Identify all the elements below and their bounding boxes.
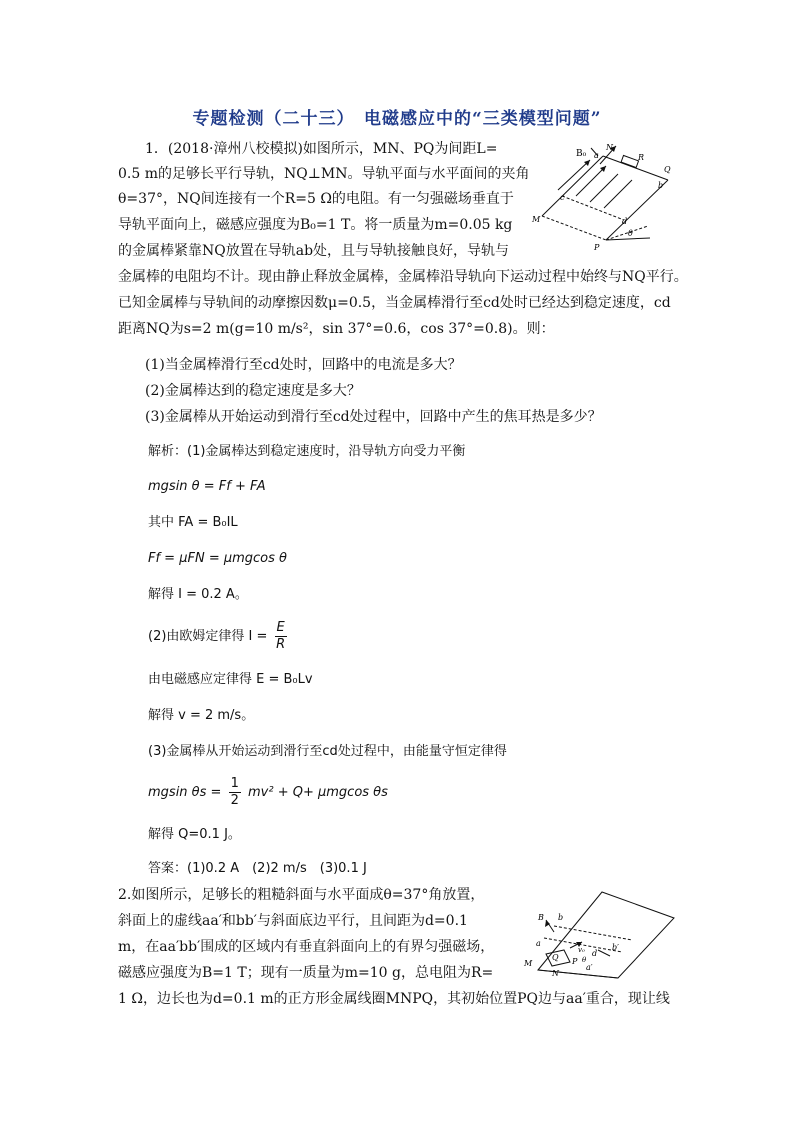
fig1-label-theta: θ <box>628 229 633 238</box>
solution-line-2: mgsin θ = Ff + FA <box>148 479 266 494</box>
problem1-line-6: 金属棒的电阻均不计。现由静止释放金属棒，金属棒沿导轨向下运动过程中始终与NQ平行。 <box>118 269 688 285</box>
fig2-label-v0: v₀ <box>578 946 585 954</box>
problem1-line-5: 的金属棒紧靠NQ放置在导轨ab处，且与导轨接触良好，导轨与 <box>118 243 510 259</box>
fig1-label-p: P <box>594 243 600 252</box>
problem1-line-7: 已知金属棒与导轨间的动摩擦因数μ=0.5，当金属棒滑行至cd处时已经达到稳定速度，cd <box>118 295 671 311</box>
fig2-label-theta: θ <box>582 956 587 964</box>
problem2-line-2: 斜面上的虚线aa′和bb′与斜面底边平行，且间距为d=0.1 <box>118 913 468 929</box>
problem2-line-4: 磁感应强度为B=1 T；现有一质量为m=10 g，总电阻为R= <box>118 965 494 981</box>
solution-line-3: 其中 FA = B₀IL <box>148 515 238 530</box>
ohm-law-text: (2)由欧姆定律得 I = <box>148 629 268 644</box>
fig1-label-m: M <box>532 215 541 224</box>
fig2-label-b-field: B <box>538 913 544 922</box>
page-title: 专题检测（二十三） 电磁感应中的“三类模型问题” <box>192 109 602 129</box>
fig1-label-r: R <box>638 153 645 162</box>
figure-inclined-rails <box>528 138 678 256</box>
solution-line-6 <box>148 620 290 653</box>
problem1-line-1: 1．(2018·漳州八校模拟)如图所示，MN、PQ为间距L= <box>145 141 498 157</box>
solution-line-8: 解得 v = 2 m/s。 <box>148 708 255 723</box>
problem2-line-1: 2.如图所示，足够长的粗糙斜面与水平面成θ=37°角放置， <box>118 887 485 903</box>
fraction-numerator: E <box>276 620 285 635</box>
energy-eq-left: mgsin θs = <box>148 785 222 800</box>
solution-line-9: (3)金属棒从开始运动到滑行至cd处过程中，由能量守恒定律得 <box>148 744 507 759</box>
problem2-line-3: m，在aa′bb′围成的区域内有垂直斜面向上的有界匀强磁场， <box>118 939 495 955</box>
question-2: (2)金属棒达到的稳定速度是多大？ <box>145 383 361 399</box>
half-denominator: 2 <box>230 793 239 808</box>
fig2-label-p: P <box>572 957 578 966</box>
fig1-label-a: a <box>594 151 599 160</box>
fraction-e-over-r <box>275 620 287 653</box>
problem1-line-8: 距离NQ为s=2 m(g=10 m/s²，sin 37°=0.6，cos 37°=0.8)。则： <box>118 321 555 337</box>
problem1-line-3: θ=37°，NQ间连接有一个R=5 Ω的电阻。有一匀强磁场垂直于 <box>118 191 514 207</box>
solution-line-7: 由电磁感应定律得 E = B₀Lv <box>148 672 313 687</box>
fraction-denominator: R <box>276 637 286 652</box>
fig2-label-m: M <box>524 959 533 968</box>
answer-line: 答案：(1)0.2 A (2)2 m/s (3)0.1 J <box>148 861 367 876</box>
question-1: (1)当金属棒滑行至cd处时，回路中的电流是多大？ <box>145 357 462 373</box>
fig1-label-q: Q <box>664 165 671 174</box>
fig2-label-b: b <box>558 913 564 922</box>
fig1-label-b: b <box>658 181 664 190</box>
fig2-label-d: d <box>592 949 598 958</box>
problem1-line-4: 导轨平面向上，磁感应强度为B₀=1 T。将一质量为m=0.05 kg <box>118 217 513 233</box>
fig1-label-b0: B₀ <box>576 149 587 159</box>
half-numerator: 1 <box>230 776 239 791</box>
solution-line-11: 解得 Q=0.1 J。 <box>148 827 241 842</box>
solution-line-10 <box>148 776 388 809</box>
problem2-line-5: 1 Ω，边长也为d=0.1 m的正方形金属线圈MNPQ，其初始位置PQ边与aa′重合，现让线 <box>118 991 670 1007</box>
solution-line-5: 解得 I = 0.2 A。 <box>148 587 248 602</box>
solution-line-1: 解析：(1)金属棒达到稳定速度时，沿导轨方向受力平衡 <box>148 444 466 459</box>
question-3: (3)金属棒从开始运动到滑行至cd处过程中，回路中产生的焦耳热是多少？ <box>145 409 602 425</box>
fig2-label-a-prime: a′ <box>586 963 593 972</box>
solution-line-4: Ff = μFN = μmgcos θ <box>148 551 287 566</box>
fig1-label-d: d <box>622 217 628 226</box>
energy-eq-right: mv² + Q+ μmgcos θs <box>248 785 388 800</box>
fig2-label-a: a <box>536 939 541 948</box>
fig1-label-c: c <box>560 193 565 202</box>
fig2-label-n: N <box>552 969 559 978</box>
fig2-label-q: Q <box>552 953 559 962</box>
problem1-line-2: 0.5 m的足够长平行导轨，NQ⊥MN。导轨平面与水平面间的夹角 <box>118 166 530 182</box>
fig1-label-n: N <box>606 143 613 152</box>
fraction-one-half <box>229 776 241 809</box>
figure-inclined-plane-coil <box>508 890 678 980</box>
fig2-label-b-prime: b′ <box>612 943 619 952</box>
